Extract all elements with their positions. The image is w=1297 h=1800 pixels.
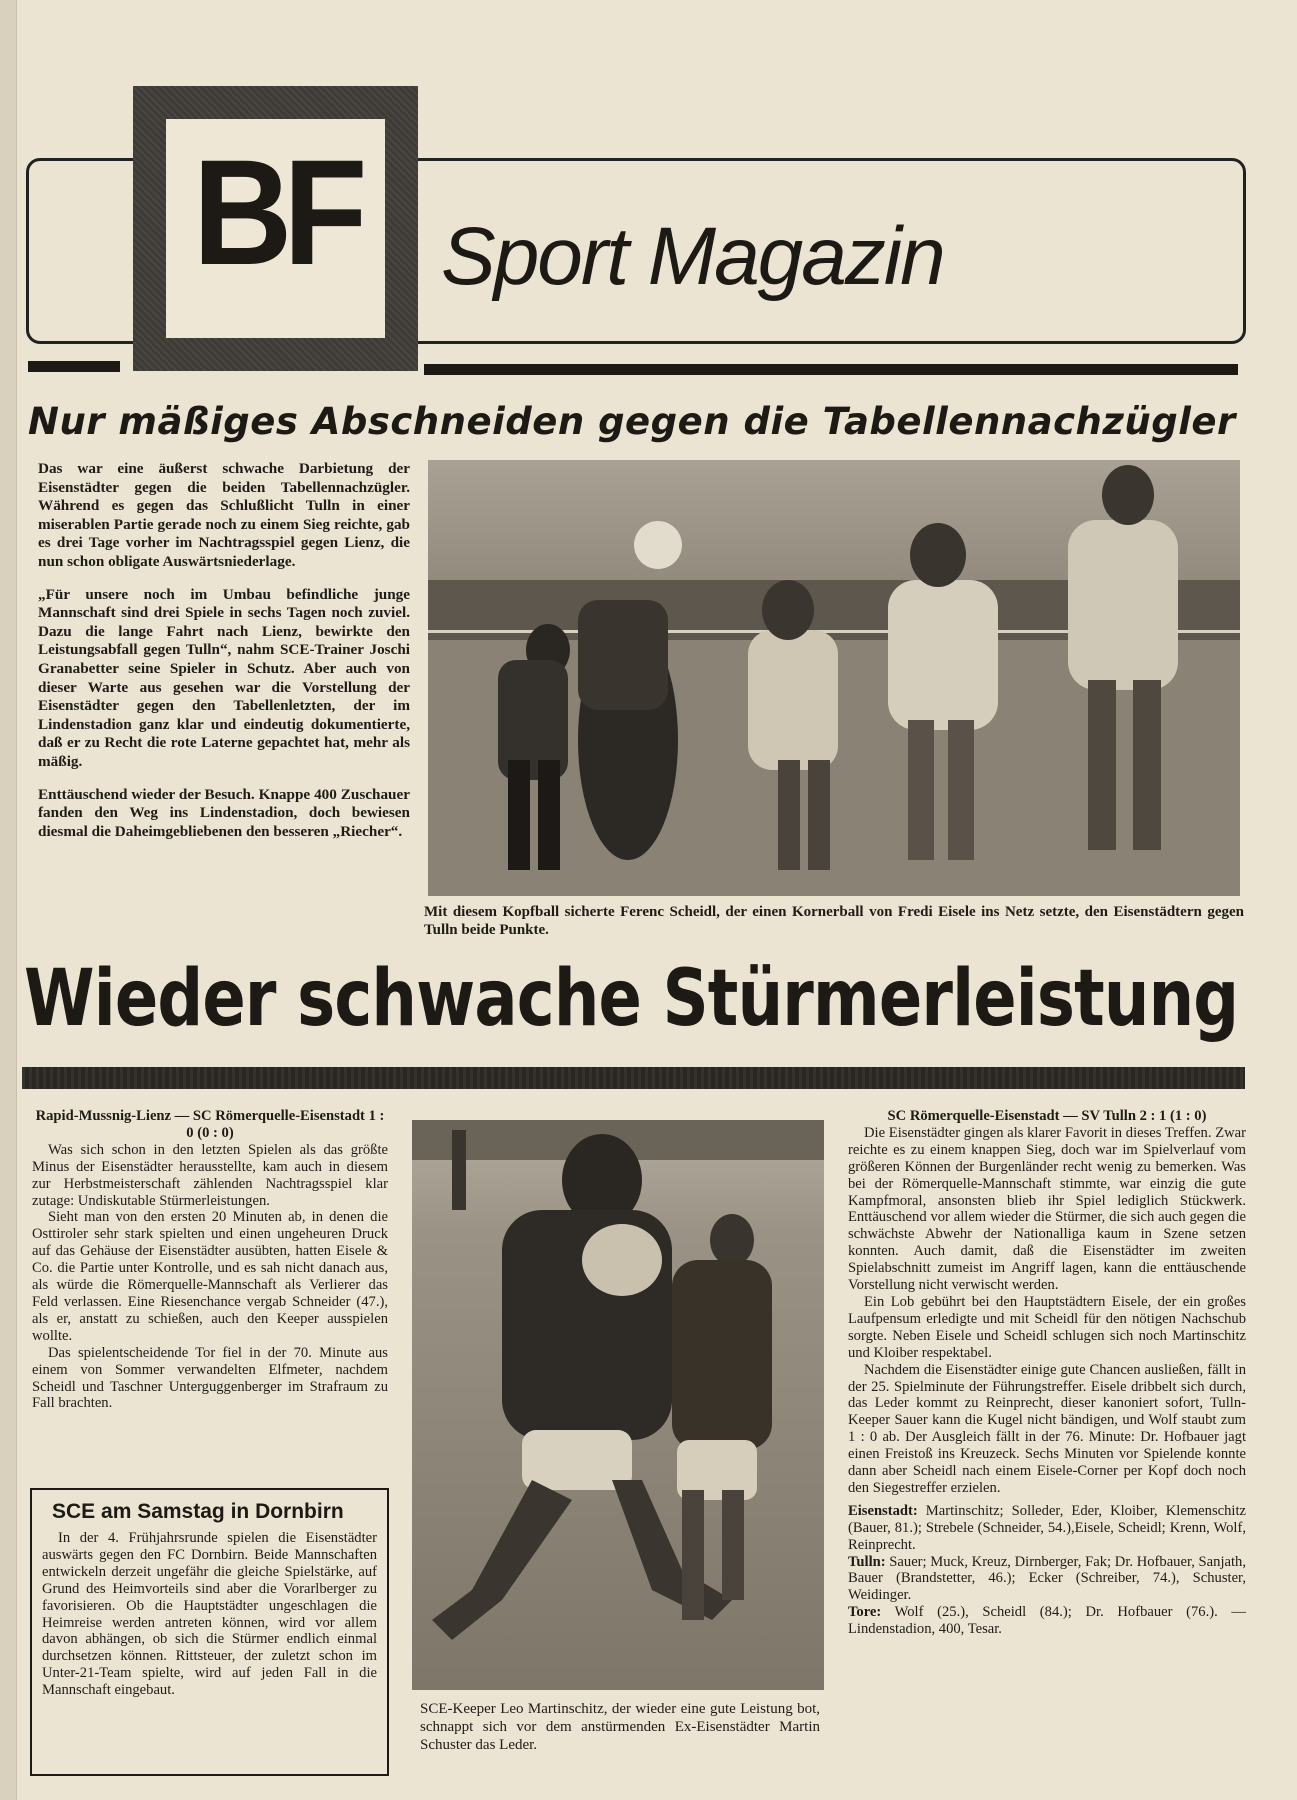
info-box-paragraph: In der 4. Frühjahrsrunde spielen die Eisenstädter auswärts gegen den FC Dornbirn. Beide Mannschaften entwickeln derzeit ungefähr die gleiche Spielstärke, auf Grund des Heimvorteils sind aber die Vorarlberger zu favorisieren. Ob die Hauptstädter ungeschlagen die Heimreise werden antreten können, wird vor allem davon abhängen, ob sich die Stürmer endlich einmal durchsetzen können. Rittsteuer, der zuletzt schon im Unter-21-Team spielte, wird auf jeden Fall in die Mannschaft eingebaut. xyxy=(42,1530,377,1699)
article1-photo-caption: Mit diesem Kopfball sicherte Ferenc Scheidl, der einen Kornerball von Fredi Eisele ins Netz setzte, den Eisenstädtern gegen Tulln beide Punkte. xyxy=(424,904,1244,938)
logo-text: BF xyxy=(192,128,359,296)
logo-box xyxy=(133,86,418,371)
article2-left-heading: Rapid-Mussnig-Lienz — SC Römerquelle-Eisenstadt 1 : 0 (0 : 0) xyxy=(35,1108,385,1141)
article1-paragraph: „Für unsere noch im Umbau befindliche junge Mannschaft sind drei Spiele in sechs Tagen noch zuviel. Dazu die lange Fahrt nach Lienz, bewirkte den Leistungsabfall gegen Tulln“, nahm SCE-Trainer Joschi Granabetter seine Spieler in Schutz. Aber auch von dieser Warte aus gesehen war die Vorstellung der Eisenstädter gegen den Tabellenletzten, der im Lindenstadion ganz klar und eindeutig dokumentierte, daß er zu Recht die rote Laterne gepachtet hat, mehr als mäßig. xyxy=(38,585,410,770)
roster-label: Tore: xyxy=(848,1604,882,1621)
masthead-rule-right xyxy=(424,364,1238,375)
roster-line xyxy=(848,1503,1246,1554)
masthead-rule-left xyxy=(28,361,120,372)
roster-text: Sauer; Muck, Kreuz, Dirnberger, Fak; Dr. Hofbauer, Sanjath, Bauer (Brandstetter, 46.); Ecker (Schreiber, 74.), Schuster, Weidinger. xyxy=(848,1553,1246,1604)
headline-rule xyxy=(22,1067,1245,1089)
info-box-body xyxy=(42,1530,377,1699)
photo-keeper xyxy=(412,1120,824,1690)
article2-right-paragraph: Nachdem die Eisenstädter einige gute Chancen ausließen, fällt in der 25. Spielminute der Führungstreffer. Eisele dribbelt sich durch, das Leder kommt zu Reinprecht, dieser kanoniert sofort, Tulln-Keeper Sauer kann die Kugel nicht bändigen, und Wolf staubt zum 1 : 0 ab. Der Ausgleich fällt in der 76. Minute: Dr. Hofbauer jagt einen Freistoß ins Kreuzeck. Sechs Minuten vor Spielende konnte dann aber Scheidl nach einem Eisele-Corner per Kopf doch noch den Siegestreffer erzielen. xyxy=(848,1361,1246,1496)
article1-headline: Nur mäßiges Abschneiden gegen die Tabellennachzügler xyxy=(28,400,1236,443)
article2-left-paragraph: Was sich schon in den letzten Spielen als das größte Minus der Eisenstädter herausstellte, kam auch in diesem zur Herbstmeisterschaft zählenden Nachtragsspiel klar zutage: Undiskutable Stürmerleistungen. xyxy=(32,1141,388,1209)
photo-header-goal-image xyxy=(428,460,1240,896)
article1-paragraph: Enttäuschend wieder der Besuch. Knappe 400 Zuschauer fanden den Weg ins Lindenstadion, doch bewiesen diesmal die Daheimgebliebenen den besseren „Riecher“. xyxy=(38,785,410,840)
article2-photo-caption: SCE-Keeper Leo Martinschitz, der wieder eine gute Leistung bot, schnappt sich vor dem anstürmenden Ex-Eisenstädter Martin Schuster das Leder. xyxy=(420,1701,820,1753)
article1-paragraph: Das war eine äußerst schwache Darbietung der Eisenstädter gegen die beiden Tabellennachzügler. Während es gegen das Schlußlicht Tulln in einer miserablen Partie gerade noch zu einem Sieg reichte, gab es drei Tage vorher im Nachtragsspiel gegen Lienz, die nun schon obligate Auswärtsniederlage. xyxy=(38,460,410,570)
article2-right-heading: SC Römerquelle-Eisenstadt — SV Tulln 2 : 1 (1 : 0) xyxy=(887,1108,1207,1124)
article2-right-paragraph: Die Eisenstädter gingen als klarer Favorit in dieses Treffen. Zwar reichte es zu einem knappen Sieg, doch war im Spielverlauf vom größeren Können der Burgenländer recht wenig zu bemerken. Was bei der Römerquelle-Mannschaft stimmte, war einzig die gute Kampfmoral, ansonsten blieb ihr Spiel lediglich Stückwerk. Enttäuschend vor allem wieder die Stürmer, die sich auch gegen die schwächste Abwehr der Nationalliga kaum in Szene setzen konnten. Auch damit, daß die Eisenstädter im zweiten Spielabschnitt zumeist im Angriff lagen, kann die enttäuschende Vorstellung nicht verwischt werden. xyxy=(848,1124,1246,1294)
roster-label: Eisenstadt: xyxy=(848,1502,918,1519)
photo-header-goal xyxy=(428,460,1240,896)
article2-right-column xyxy=(848,1108,1246,1638)
roster-text: Wolf (25.), Scheidl (84.); Dr. Hofbauer (76.). — Lindenstadion, 400, Tesar. xyxy=(848,1604,1246,1638)
article2-left-paragraph: Sieht man von den ersten 20 Minuten ab, in denen die Osttiroler sehr stark spielten und einen ungeheuren Druck auf das Gehäuse der Eisenstädter ausübten, hatten Eisele & Co. die Partie unter Kontrolle, und es sah nicht danach aus, als würde die Römerquelle-Mannschaft als Verlierer das Feld verlassen. Eine Riesenchance vergab Schneider (47.), als er, anstatt zu schießen, auch den Keeper ausspielen wollte. xyxy=(32,1209,388,1344)
photo-keeper-image xyxy=(412,1120,824,1690)
binding-gutter xyxy=(0,0,17,1800)
roster-text: Martinschitz; Solleder, Eder, Kloiber, Klemenschitz (Bauer, 81.); Strebele (Schneider, 54.),Eisele, Scheidl; Krenn, Wolf, Reinprecht. xyxy=(848,1502,1246,1553)
info-box-title: SCE am Samstag in Dornbirn xyxy=(52,1500,344,1523)
roster-line xyxy=(848,1604,1246,1638)
article1-body xyxy=(38,460,410,855)
roster-label: Tulln: xyxy=(848,1553,886,1570)
article2-left-paragraph: Das spielentscheidende Tor fiel in der 70. Minute aus einem von Sommer verwandelten Elfmeter, nachdem Scheidl und Taschner Unterguggenberger im Strafraum zu Fall brachten. xyxy=(32,1344,388,1412)
roster-line xyxy=(848,1554,1246,1605)
magazine-title: Sport Magazin xyxy=(441,211,944,302)
article2-right-paragraph: Ein Lob gebührt bei den Hauptstädtern Eisele, der ein großes Laufpensum erledigte und mit Scheidl für den nötigen Nachschub sorgte. Neben Eisele und Scheidl schlugen sich noch Martinschitz und Kloiber respektabel. xyxy=(848,1293,1246,1361)
logo-inner xyxy=(166,119,385,338)
article2-headline: Wieder schwache Stürmerleistung xyxy=(24,954,1239,1044)
article2-left-column xyxy=(32,1108,388,1412)
info-box xyxy=(30,1488,389,1776)
